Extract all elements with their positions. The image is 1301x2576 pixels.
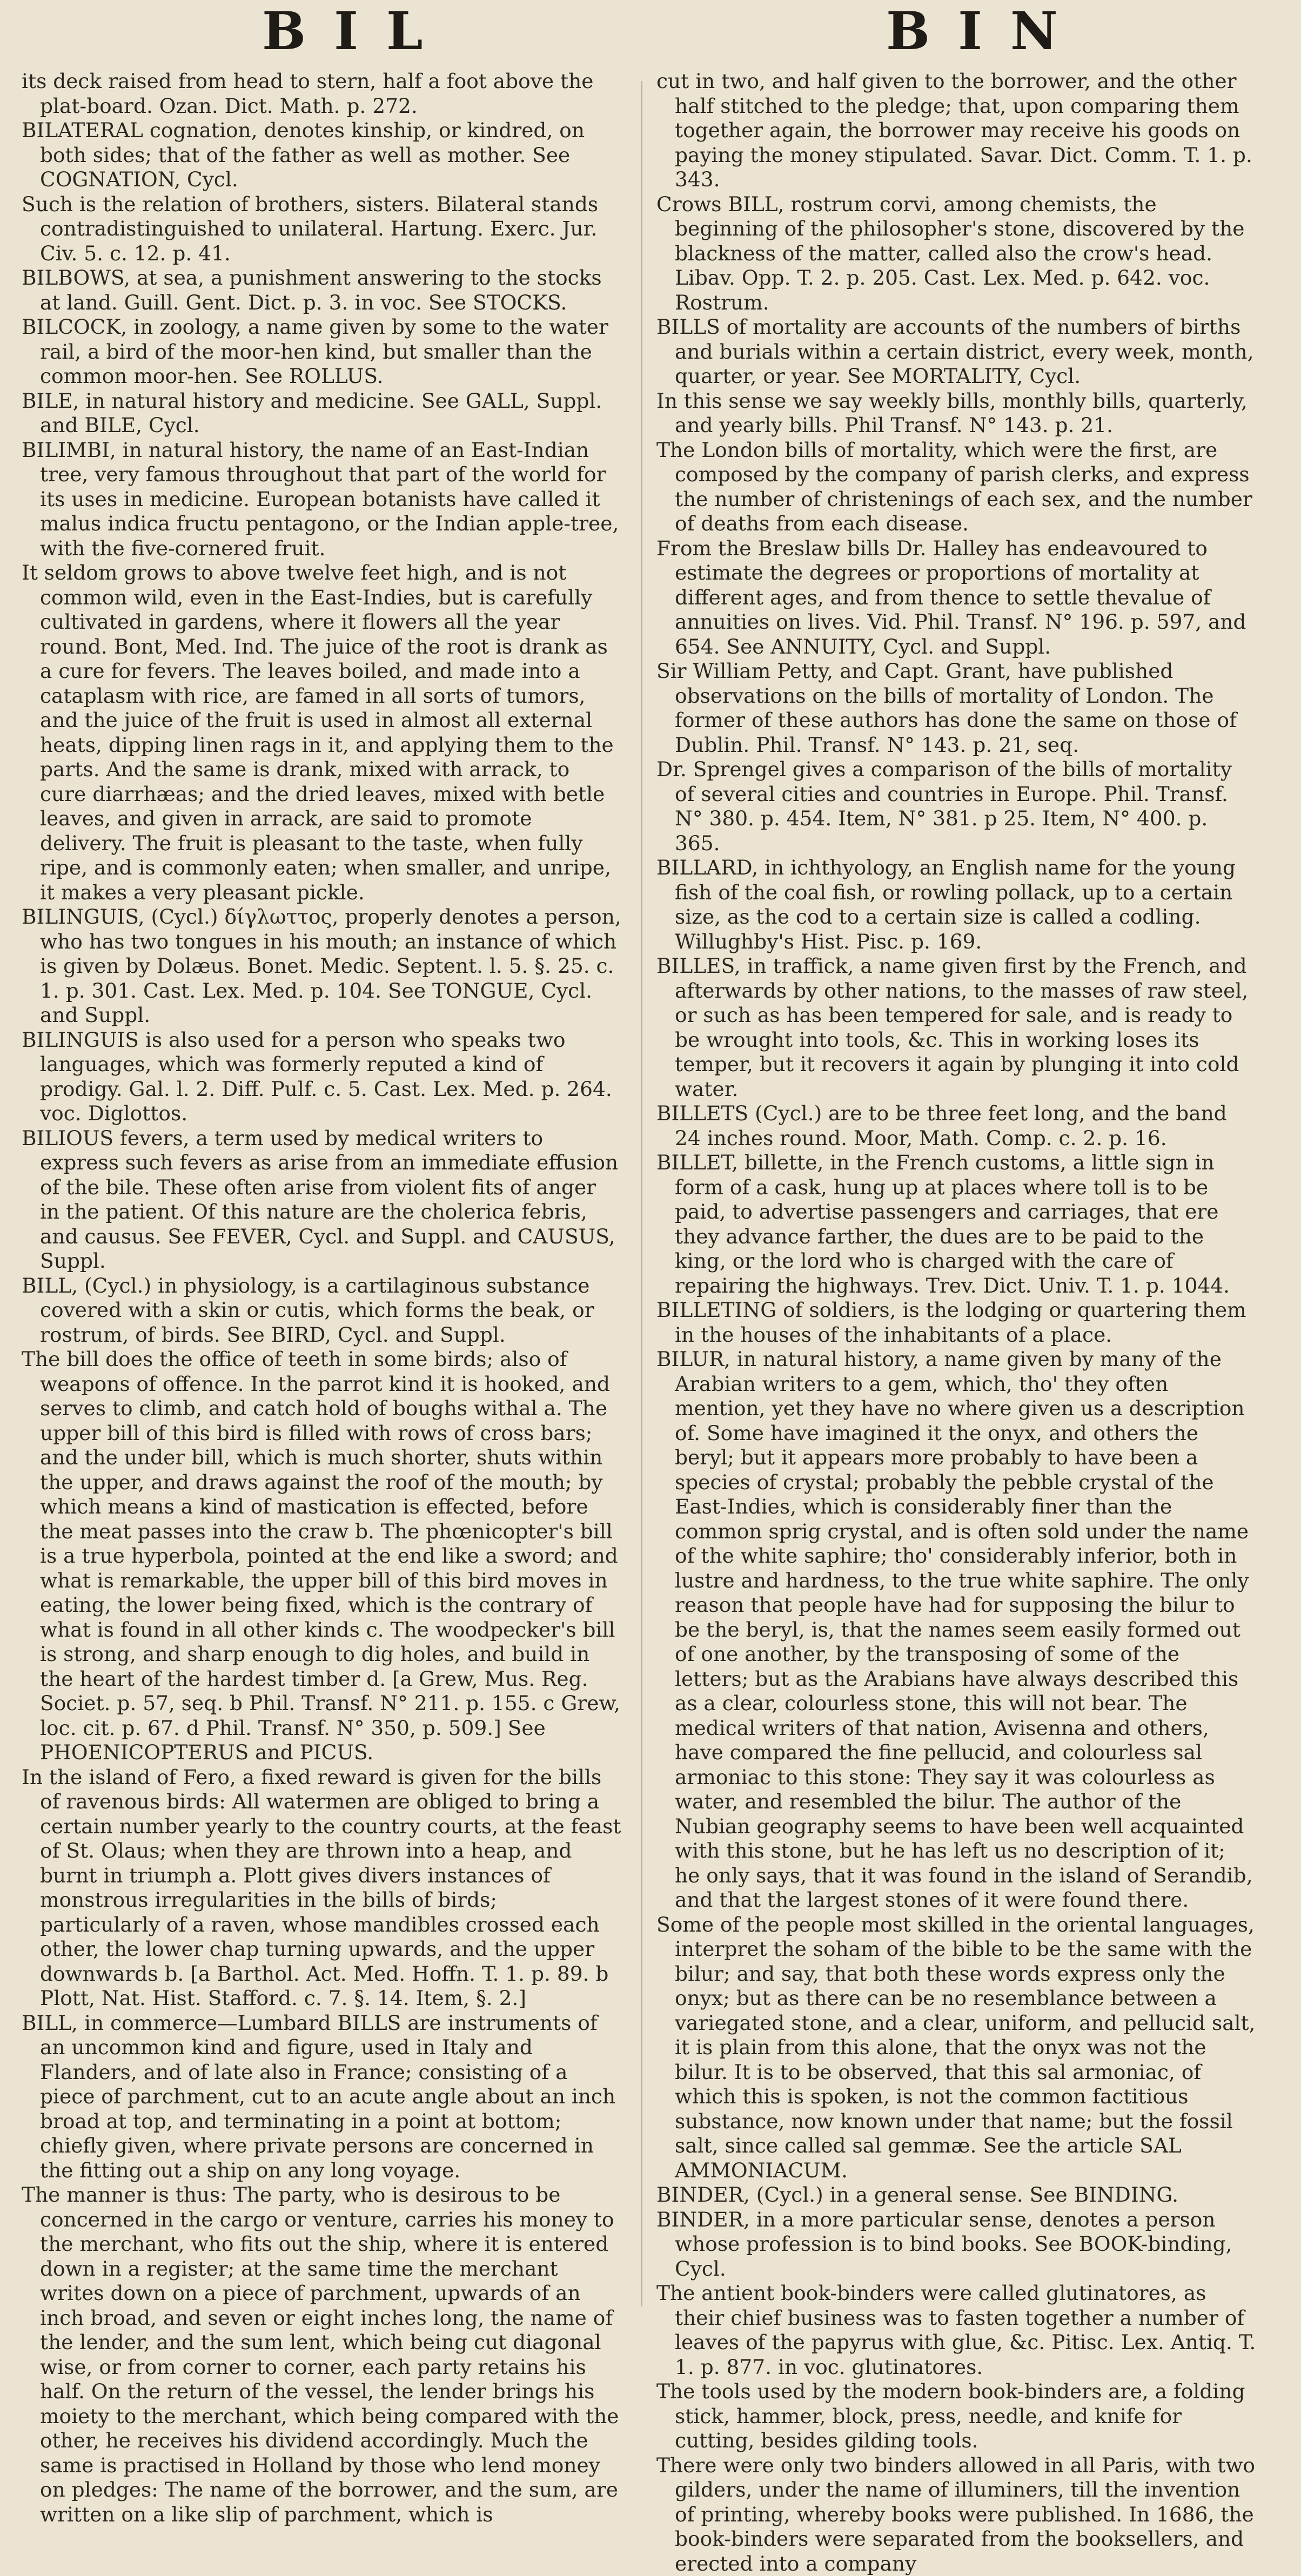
running-head-left: BIL — [262, 5, 451, 57]
entry-london-bills: The London bills of mortality, which were the first, are composed by the company of parish clerks, and express the number of christenings of each sex, and the number of deaths from each disease. — [656, 438, 1256, 536]
entry-bilinguis-2: BILINGUIS is also used for a person who speaks two languages, which was formerly reputed a kind of prodigy. Gal. l. 2. Diff. Pulf. c. 5. Cast. Lex. Med. p. 264. voc. Diglottos. — [22, 1028, 621, 1126]
entry-continuation-right: cut in two, and half given to the borrower, and the other half stitched to the pledge; that, upon comparing them together again, the borrower may receive his goods on paying the money stipulated. Savar. Dict. Comm. T. 1. p. 343. — [656, 69, 1256, 192]
entry-crows-bill: Crows BILL, rostrum corvi, among chemists, the beginning of the philosopher's stone, discovered by the blackness of the matter, called also the crow's head. Libav. Opp. T. 2. p. 205. Cast. Lex. Med. p. 642. voc. Rostrum. — [656, 192, 1256, 315]
entry-binder: BINDER, (Cycl.) in a general sense. See BINDING. — [656, 2183, 1256, 2208]
entry-breslaw-bills: From the Breslaw bills Dr. Halley has endeavoured to estimate the degrees or proportions of mortality at different ages, and from thence to settle thevalue of annuities on lives. Vid. Phil. Transf. N° 196. p. 597, and 654. See ANNUITY, Cycl. and Suppl. — [656, 536, 1256, 660]
entry-billeting: BILLETING of soldiers, is the lodging or quartering them in the houses of the inhabitants of a place. — [656, 1298, 1256, 1347]
entry-binder-tools: The tools used by the modern book-binders are, a folding stick, hammer, block, press, needle, and knife for cutting, besides gilding tools. — [656, 2379, 1256, 2453]
entry-bill-physiology: BILL, (Cycl.) in physiology, is a cartilaginous substance covered with a skin or cutis, which forms the beak, or rostrum, of birds. See BIRD, Cycl. and Suppl. — [22, 1274, 621, 1348]
entry-bilcock: BILCOCK, in zoology, a name given by some to the water rail, a bird of the moor-hen kind, but smaller than the common moor-hen. See ROLLUS. — [22, 315, 621, 389]
entry-bilur: BILUR, in natural history, a name given by many of the Arabian writers to a gem, which, tho' they often mention, yet they have no where given us a description of. Some have imagined it the onyx, and others the beryl; but it appears more probably to have been a species of crystal; probably the pebble crystal of the East-Indies, which is considerably finer than the common sprig crystal, and is often sold under the name of the white saphire; tho' considerably inferior, both in lustre and hardness, to the true white saphire. The only reason that people have had for supposing the bilur to be the beryl, is, that the names seem easily formed out of one another, by the transposing of some of the letters; but as the Arabians have always described this as a clear, colourless stone, this will not bear. The medical writers of that nation, Avisenna and others, have compared the fine pellucid, and colourless sal armoniac to this stone: They say it was colourless as water, and resembled the bilur. The author of the Nubian geography seems to have been well acquainted with this stone, but he has left us no description of it; he only says, that it was found in the island of Serandib, and that the largest stones of it were found there. — [656, 1347, 1256, 1913]
entry-sprengel: Dr. Sprengel gives a comparison of the bills of mortality of several cities and countries in Europe. Phil. Transf. N° 380. p. 454. Item, N° 381. p 25. Item, N° 400. p. 365. — [656, 757, 1256, 856]
entry-bill-fero: In the island of Fero, a fixed reward is given for the bills of ravenous birds: All watermen are obliged to bring a certain number yearly to the country courts, at the feast of St. Olaus; when they are thrown into a heap, and burnt in triumph a. Plott gives divers instances of monstrous irregularities in the bills of birds; particularly of a raven, whose mandibles crossed each other, the lower chap turning upwards, and the upper downwards b. [a Barthol. Act. Med. Hoffn. T. 1. p. 89. b Plott, Nat. Hist. Stafford. c. 7. §. 14. Item, §. 2.] — [22, 1765, 621, 2011]
entry-paris-binders: There were only two binders allowed in all Paris, with two gilders, under the name of illuminers, till the invention of printing, whereby books were published. In 1686, the book-binders were separated from the booksellers, and erected into a company — [656, 2453, 1256, 2576]
entry-bilur-oriental: Some of the people most skilled in the oriental languages, interpret the soham of the bible to be the same with the bilur; and say, that both these words express only the onyx; but as there can be no resemblance between a variegated stone, and a clear, uniform, and pellucid salt, it is plain from this alone, that the onyx was not the bilur. It is to be observed, that this sal armoniac, of which this is spoken, is not the common factitious substance, now known under that name; but the fossil salt, since called sal gemmæ. See the article SAL AMMONIACUM. — [656, 1913, 1256, 2183]
running-head-right: BIN — [886, 5, 1086, 57]
entry-bile: BILE, in natural history and medicine. See GALL, Suppl. and BILE, Cycl. — [22, 389, 621, 438]
entry-billets: BILLETS (Cycl.) are to be three feet long, and the band 24 inches round. Moor, Math. Comp. c. 2. p. 16. — [656, 1101, 1256, 1151]
entry-billes: BILLES, in traffick, a name given first by the French, and afterwards by other nations, to the masses of raw steel, or such as has been tempered for sale, and is ready to be wrought into tools, &c. This in working loses its temper, but it recovers it again by plunging it into cold water. — [656, 954, 1256, 1101]
left-column — [22, 69, 621, 2327]
entry-bill-office: The bill does the office of teeth in some birds; also of weapons of offence. In the parrot kind it is hooked, and serves to climb, and catch hold of boughs withal a. The upper bill of this bird is filled with rows of cross bars; and the under bill, which is much shorter, shuts within the upper, and draws against the roof of the mouth; by which means a kind of mastication is effected, before the meat passes into the craw b. The phœnicopter's bill is a true hyperbola, pointed at the end like a sword; and what is remarkable, the upper bill of this bird moves in eating, the lower being fixed, which is the contrary of what is found in all other kinds c. The woodpecker's bill is strong, and sharp enough to dig holes, and build in the heart of the hardest timber d. [a Grew, Mus. Reg. Societ. p. 57, seq. b Phil. Transf. N° 211. p. 155. c Grew, loc. cit. p. 67. d Phil. Transf. N° 350, p. 509.] See PHOENICOPTERUS and PICUS. — [22, 1347, 621, 1765]
right-column — [656, 69, 1256, 2327]
entry-bill-manner: The manner is thus: The party, who is desirous to be concerned in the cargo or venture, carries his money to the merchant, who fits out the ship, where it is entered down in a register; at the same time the merchant writes down on a piece of parchment, upwards of an inch broad, and seven or eight inches long, the name of the lender, and the sum lent, which being cut diagonal wise, or from corner to corner, each party retains his half. On the return of the vessel, the lender brings his moiety to the merchant, which being compared with the other, he receives his dividend accordingly. Much the same is practised in Holland by those who lend money on pledges: The name of the borrower, and the sum, are written on a like slip of parchment, which is — [22, 2183, 621, 2527]
entry-bill-commerce: BILL, in commerce—Lumbard BILLS are instruments of an uncommon kind and figure, used in Italy and Flanders, and of late also in France; consisting of a piece of parchment, cut to an acute angle about an inch broad at top, and terminating in a point at bottom; chiefly given, where private persons are concerned in the fitting out a ship on any long voyage. — [22, 2011, 621, 2183]
entry-bilimbi: BILIMBI, in natural history, the name of an East-Indian tree, very famous throughout that part of the world for its uses in medicine. European botanists have called it malus indica fructu pentagono, or the Indian apple-tree, with the five-cornered fruit. — [22, 438, 621, 561]
entry-bilbows: BILBOWS, at sea, a punishment answering to the stocks at land. Guill. Gent. Dict. p. 3. in voc. See STOCKS. — [22, 266, 621, 315]
entry-bills-sense: In this sense we say weekly bills, monthly bills, quarterly, and yearly bills. Phil Transf. N° 143. p. 21. — [656, 389, 1256, 438]
entry-continuation: its deck raised from head to stern, half a foot above the plat-board. Ozan. Dict. Math. p. 272. — [22, 69, 621, 118]
entry-binder-2: BINDER, in a more particular sense, denotes a person whose profession is to bind books. See BOOK-binding, Cycl. — [656, 2208, 1256, 2282]
entry-bilateral-note: Such is the relation of brothers, sisters. Bilateral stands contradistinguished to unilateral. Hartung. Exerc. Jur. Civ. 5. c. 12. p. 41. — [22, 192, 621, 266]
column-divider — [641, 81, 642, 2306]
entry-bilinguis: BILINGUIS, (Cycl.) δίγλωττος, properly denotes a person, who has two tongues in his mouth; an instance of which is given by Dolæus. Bonet. Medic. Septent. l. 5. §. 25. c. 1. p. 301. Cast. Lex. Med. p. 104. See TONGUE, Cycl. and Suppl. — [22, 905, 621, 1028]
entry-bilateral: BILATERAL cognation, denotes kinship, or kindred, on both sides; that of the father as well as mother. See COGNATION, Cycl. — [22, 118, 621, 192]
entry-billet: BILLET, billette, in the French customs, a little sign in form of a cask, hung up at places where toll is to be paid, to advertise passengers and carriages, that ere they advance farther, the dues are to be paid to the king, or the lord who is charged with the care of repairing the highways. Trev. Dict. Univ. T. 1. p. 1044. — [656, 1151, 1256, 1298]
entry-bilious-fevers: BILIOUS fevers, a term used by medical writers to express such fevers as arise from an immediate effusion of the bile. These often arise from violent fits of anger in the patient. Of this nature are the cholerica febris, and causus. See FEVER, Cycl. and Suppl. and CAUSUS, Suppl. — [22, 1126, 621, 1274]
entry-billard: BILLARD, in ichthyology, an English name for the young fish of the coal fish, or rowling pollack, up to a certain size, as the cod to a certain size is called a codling. Willughby's Hist. Pisc. p. 169. — [656, 856, 1256, 954]
entry-bills-of-mortality: BILLS of mortality are accounts of the numbers of births and burials within a certain district, every week, month, quarter, or year. See MORTALITY, Cycl. — [656, 315, 1256, 389]
entry-petty-grant: Sir William Petty, and Capt. Grant, have published observations on the bills of mortality of London. The former of these authors has done the same on those of Dublin. Phil. Transf. N° 143. p. 21, seq. — [656, 659, 1256, 757]
entry-antient-binders: The antient book-binders were called glutinatores, as their chief business was to fasten together a number of leaves of the papyrus with glue, &c. Pitisc. Lex. Antiq. T. 1. p. 877. in voc. glutinatores. — [656, 2281, 1256, 2379]
entry-bilimbi-detail: It seldom grows to above twelve feet high, and is not common wild, even in the East-Indies, but is carefully cultivated in gardens, where it flowers all the year round. Bont, Med. Ind. The juice of the root is drank as a cure for fevers. The leaves boiled, and made into a cataplasm with rice, are famed in all sorts of tumors, and the juice of the fruit is used in almost all external heats, dipping linen rags in it, and applying them to the parts. And the same is drank, mixed with arrack, to cure diarrhæas; and the dried leaves, mixed with betle leaves, and given in arrack, are said to promote delivery. The fruit is pleasant to the taste, when fully ripe, and is commonly eaten; when smaller, and unripe, it makes a very pleasant pickle. — [22, 561, 621, 905]
